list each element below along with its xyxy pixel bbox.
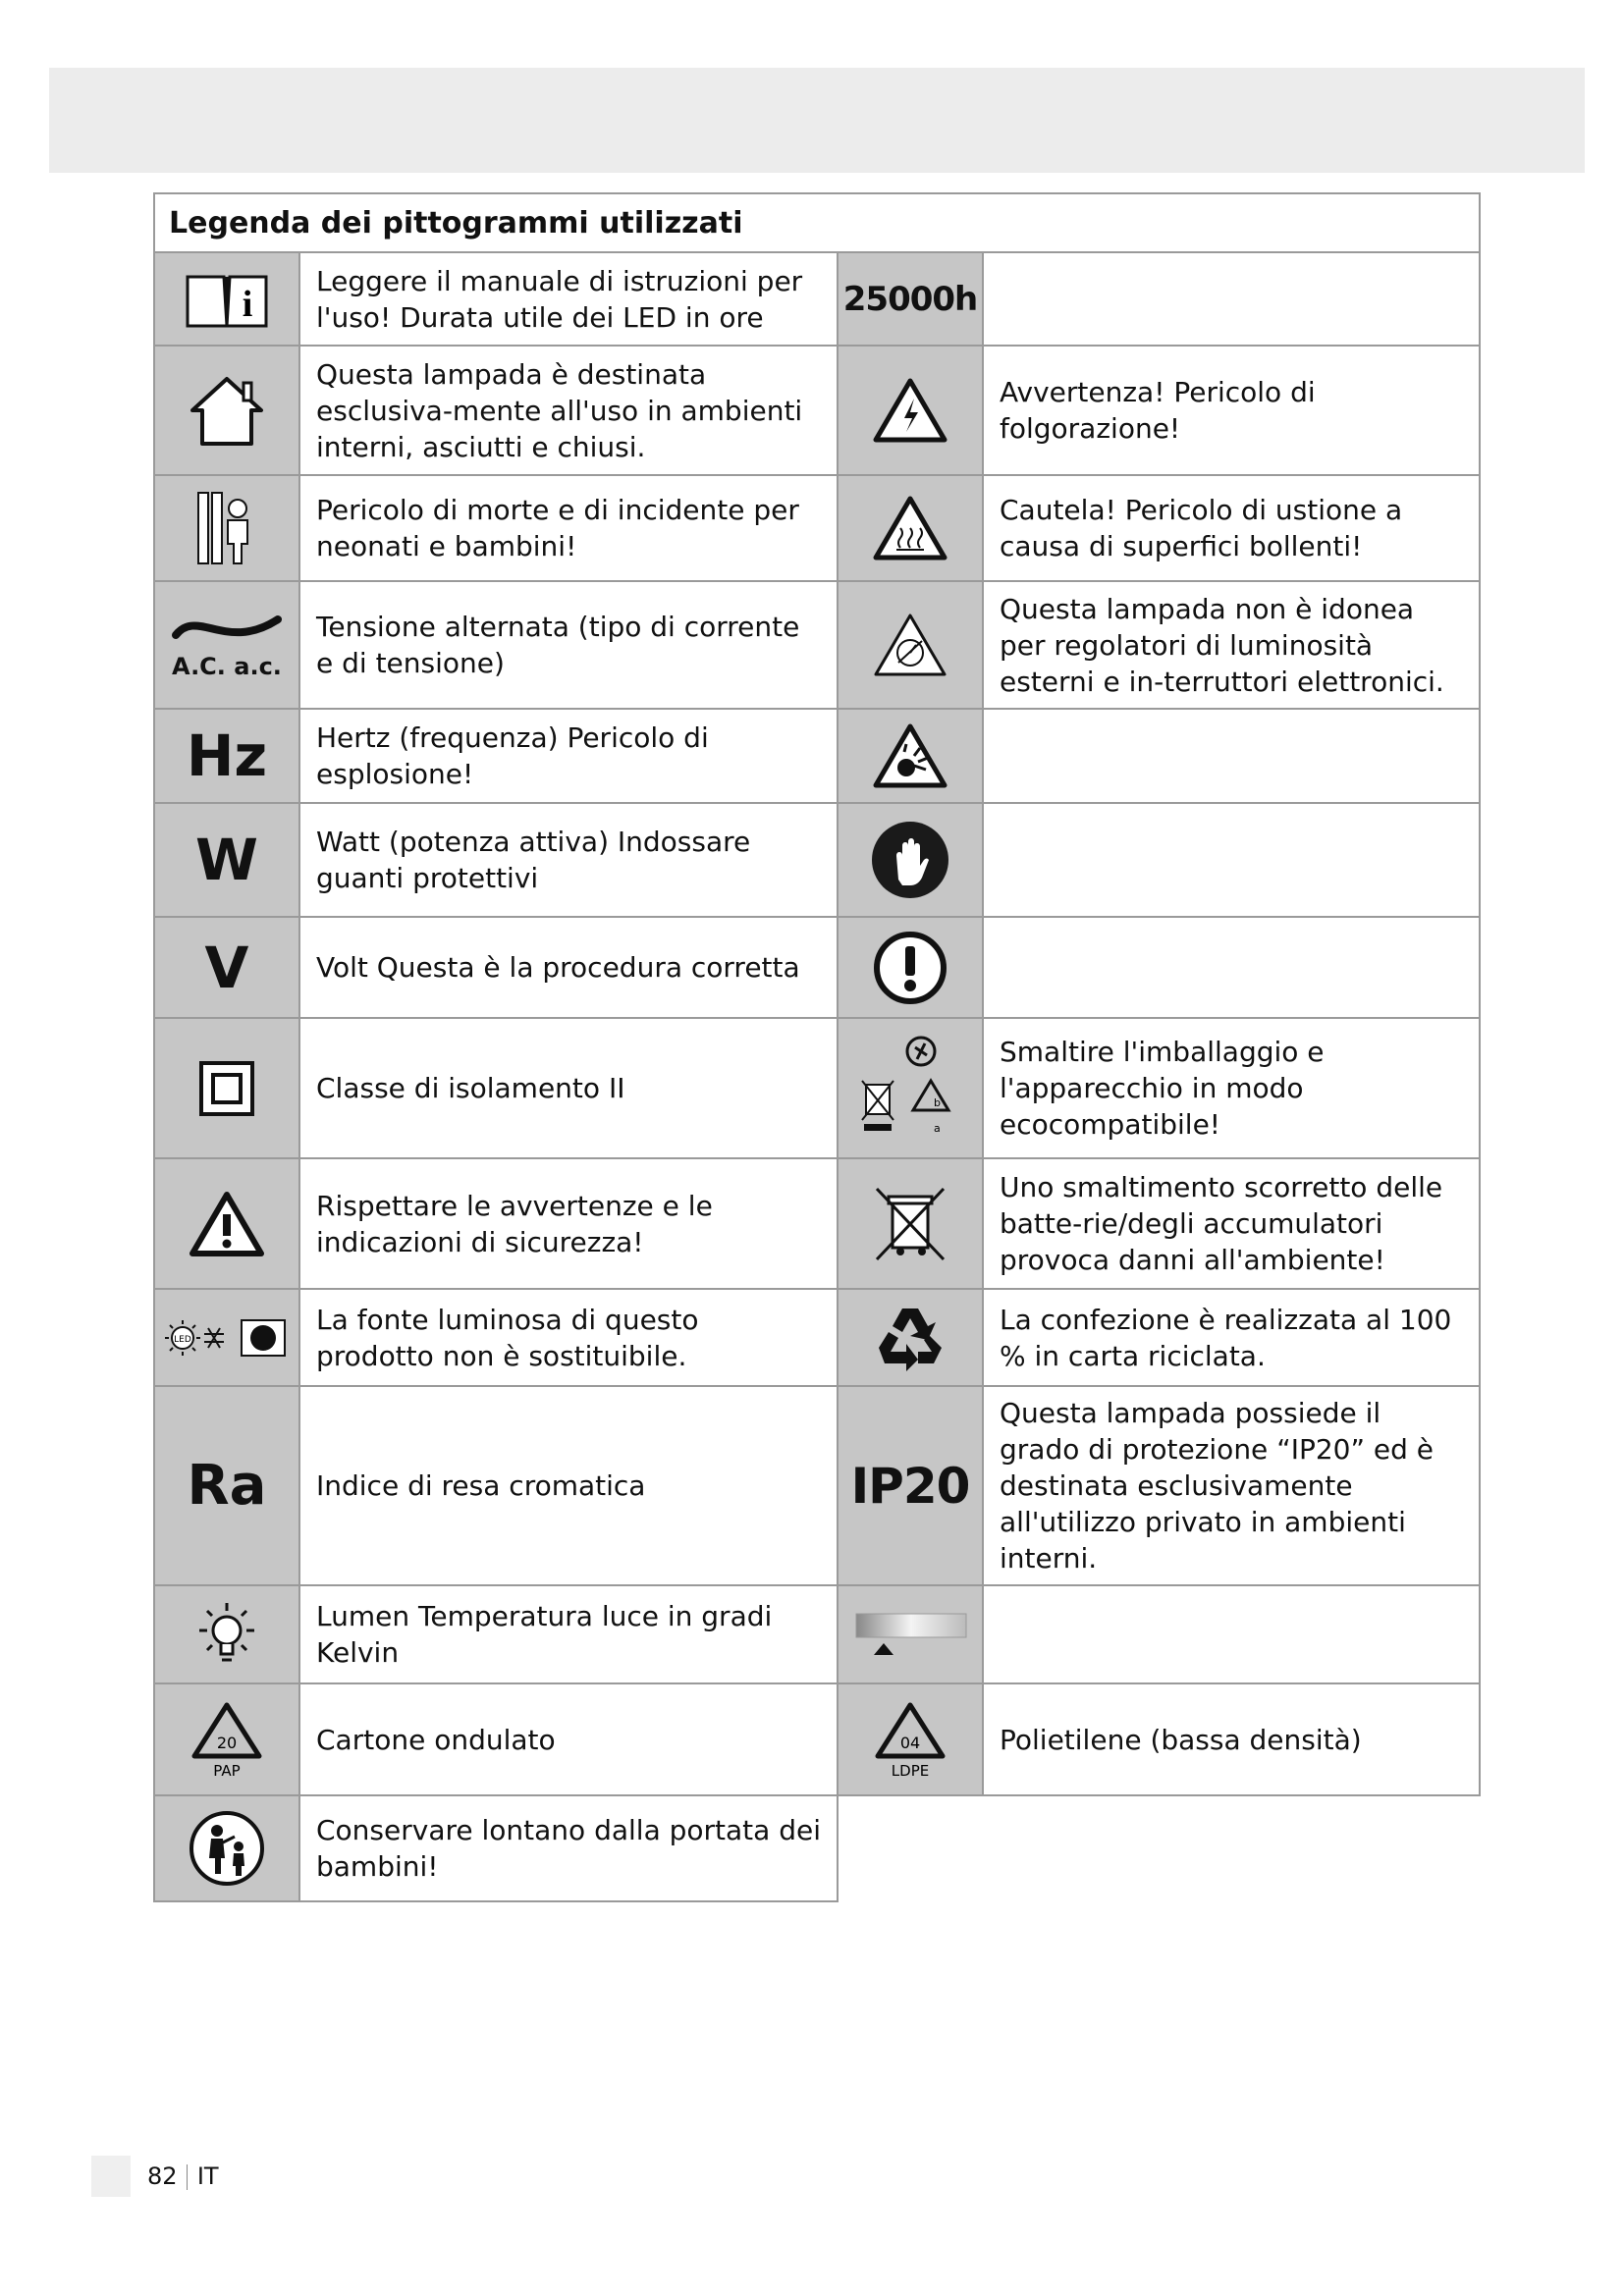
legend-row [154, 1585, 1480, 1683]
footer-box [91, 2156, 131, 2197]
legend-text: La fonte luminosa di questo prodotto non è sostituibile. [299, 1289, 838, 1386]
legend-text: Questa lampada non è idonea per regolatori di luminosità esterni e in-terruttori elettronici. [983, 581, 1480, 709]
legend-text: Conservare lontano dalla portata dei bambini! [299, 1795, 838, 1901]
legend-text: Classe di isolamento II [299, 1018, 838, 1158]
legend-text: Lumen Temperatura luce in gradi Kelvin [299, 1585, 838, 1683]
legend-row [154, 475, 1480, 581]
legend-text: Leggere il manuale di istruzioni per l'uso! Durata utile dei LED in ore [299, 252, 838, 346]
hertz-icon: Hz [154, 709, 299, 803]
explosion-warning-icon [838, 709, 983, 803]
legend-row [154, 1683, 1480, 1795]
svg-text:i: i [242, 283, 253, 325]
manual-book-icon [154, 252, 299, 346]
svg-text:LED: LED [174, 1334, 191, 1345]
keep-away-from-children-icon [154, 1795, 299, 1901]
legend-text: Tensione alternata (tipo di corrente e di tensione) [299, 581, 838, 709]
protective-gloves-icon [838, 803, 983, 917]
child-danger-icon [154, 475, 299, 581]
svg-text:PAP: PAP [213, 1762, 241, 1780]
legend-text: Uno smaltimento scorretto delle batte-rie/degli accumulatori provoca danni all'ambiente! [983, 1158, 1480, 1289]
page-footer [147, 2163, 219, 2190]
legend-text: Rispettare le avvertenze e le indicazioni di sicurezza! [299, 1158, 838, 1289]
alternating-current-icon: A.C. a.c. [154, 581, 299, 709]
volt-icon: V [154, 917, 299, 1018]
svg-text:04: 04 [899, 1734, 921, 1752]
legend-text [983, 252, 1480, 346]
legend-text [983, 709, 1480, 803]
hot-surface-warning-icon [838, 475, 983, 581]
svg-text:b: b [934, 1095, 941, 1109]
legend-text: Pericolo di morte e di incidente per neonati e bambini! [299, 475, 838, 581]
legend-title: Legenda dei pittogrammi utilizzati [154, 193, 1480, 252]
legend-text: Hertz (frequenza) Pericolo di esplosione! [299, 709, 838, 803]
svg-text:20: 20 [216, 1734, 238, 1752]
watt-icon: W [154, 803, 299, 917]
recycled-paper-icon [838, 1289, 983, 1386]
svg-text:LDPE: LDPE [891, 1762, 930, 1780]
legend-row [154, 709, 1480, 803]
legend-text: Volt Questa è la procedura corretta [299, 917, 838, 1018]
legend-text: Cautela! Pericolo di ustione a causa di superfici bollenti! [983, 475, 1480, 581]
legend-row [154, 917, 1480, 1018]
lumen-bulb-icon [154, 1585, 299, 1683]
color-rendering-index-icon: Ra [154, 1386, 299, 1585]
page-number: 82 [147, 2163, 178, 2190]
legend-row [154, 581, 1480, 709]
house-icon [154, 346, 299, 475]
legend-text: Polietilene (bassa densità) [983, 1683, 1480, 1795]
legend-text: Questa lampada possiede il grado di protezione “IP20” ed è destinata esclusivamente all'utilizzo privato in ambienti interni. [983, 1386, 1480, 1585]
correct-procedure-icon [838, 917, 983, 1018]
legend-row [154, 1289, 1480, 1386]
led-lifetime-icon: 25000h [838, 252, 983, 346]
electric-shock-warning-icon [838, 346, 983, 475]
legend-row [154, 1795, 1480, 1901]
eco-disposal-icon [838, 1018, 983, 1158]
pictogram-legend-table [153, 192, 1481, 1902]
battery-disposal-icon [838, 1158, 983, 1289]
legend-text [983, 803, 1480, 917]
legend-row [154, 346, 1480, 475]
legend-text: Indice di resa cromatica [299, 1386, 838, 1585]
safety-warning-icon [154, 1158, 299, 1289]
legend-text: Questa lampada è destinata esclusiva-mente all'uso in ambienti interni, asciutti e chiusi. [299, 346, 838, 475]
insulation-class-ii-icon [154, 1018, 299, 1158]
legend-row [154, 1386, 1480, 1585]
header-band [49, 68, 1585, 173]
svg-text:a: a [934, 1121, 941, 1135]
legend-row [154, 1158, 1480, 1289]
non-replaceable-led-icon [154, 1289, 299, 1386]
kelvin-temperature-scale-icon [838, 1585, 983, 1683]
language-code: IT [196, 2163, 219, 2190]
legend-text: Cartone ondulato [299, 1683, 838, 1795]
legend-row [154, 252, 1480, 346]
ip20-icon: IP20 [838, 1386, 983, 1585]
recycling-ldpe-04-icon [838, 1683, 983, 1795]
legend-text: Avvertenza! Pericolo di folgorazione! [983, 346, 1480, 475]
legend-text: Smaltire l'imballaggio e l'apparecchio in modo ecocompatibile! [983, 1018, 1480, 1158]
legend-text [983, 1585, 1480, 1683]
legend-text [983, 917, 1480, 1018]
legend-row [154, 1018, 1480, 1158]
legend-row [154, 803, 1480, 917]
recycling-pap-20-icon [154, 1683, 299, 1795]
no-dimmer-icon [838, 581, 983, 709]
legend-text: La confezione è realizzata al 100 % in carta riciclata. [983, 1289, 1480, 1386]
legend-text: Watt (potenza attiva) Indossare guanti protettivi [299, 803, 838, 917]
